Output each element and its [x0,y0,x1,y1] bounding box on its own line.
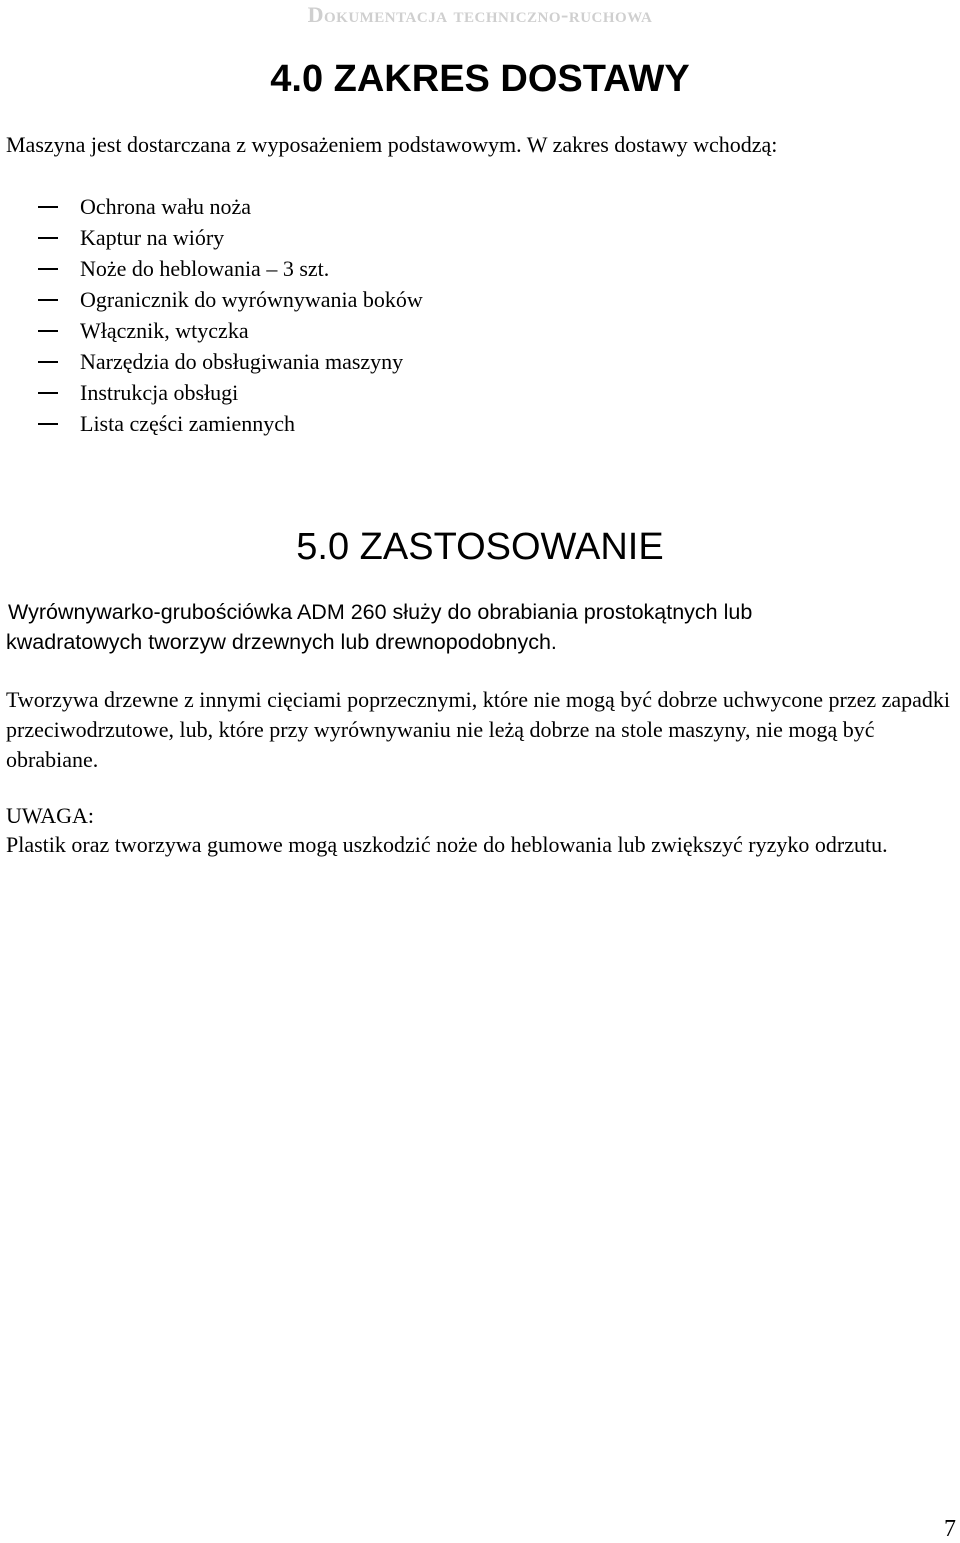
dash-bullet-icon [38,206,58,208]
section-4-heading [0,58,960,101]
dash-bullet-icon [38,268,58,270]
paragraph-line: Wyrównywarko-grubościówka ADM 260 służy do obrabiania prostokątnych lub [8,600,753,624]
list-item-text: Lista części zamiennych [80,411,296,436]
paragraph-line: kwadratowych tworzyw drzewnych lub drewnopodobnych. [6,630,557,654]
dash-bullet-icon [38,330,58,332]
section-5-heading [0,526,960,569]
list-item [0,315,423,346]
list-item [0,377,423,408]
section-5-paragraph-1 [8,597,958,657]
section-5-paragraph-2: Tworzywa drzewne z innymi cięciami poprzecznymi, które nie mogą być dobrze uchwycone przez zapadki przeciwodrzutowe, lub, które przy wyrównywaniu nie leżą dobrze na stole maszyny, nie mogą być obrabiane. [6,687,951,772]
dash-bullet-icon [38,423,58,425]
warning-label: UWAGA: [6,803,94,828]
dash-bullet-icon [38,361,58,363]
section-5-title: 5.0 ZASTOSOWANIE [296,526,664,568]
document-header: Dokumentacja techniczno-ruchowa [307,2,653,27]
list-item-text: Włącznik, wtyczka [80,318,249,343]
dash-bullet-icon [38,392,58,394]
warning-text: Plastik oraz tworzywa gumowe mogą uszkodzić noże do heblowania lub zwiększyć ryzyko odrzutu. [6,832,888,857]
list-item [0,284,423,315]
section-4-title: 4.0 ZAKRES DOSTAWY [270,58,690,100]
list-item [0,408,423,439]
list-item-text: Narzędzia do obsługiwania maszyny [80,349,404,374]
section-4-intro: Maszyna jest dostarczana z wyposażeniem podstawowym. W zakres dostawy wchodzą: [6,132,778,157]
list-item [0,346,423,377]
list-item [0,191,423,222]
list-item-text: Instrukcja obsługi [80,380,239,405]
list-item [0,222,423,253]
list-item-text: Ochrona wału noża [80,194,252,219]
dash-bullet-icon [38,237,58,239]
dash-bullet-icon [38,299,58,301]
list-item-text: Ogranicznik do wyrównywania boków [80,287,423,312]
delivery-list [0,191,423,439]
page-number: 7 [944,1516,956,1542]
list-item-text: Kaptur na wióry [80,225,225,250]
list-item [0,253,423,284]
list-item-text: Noże do heblowania – 3 szt. [80,256,330,281]
